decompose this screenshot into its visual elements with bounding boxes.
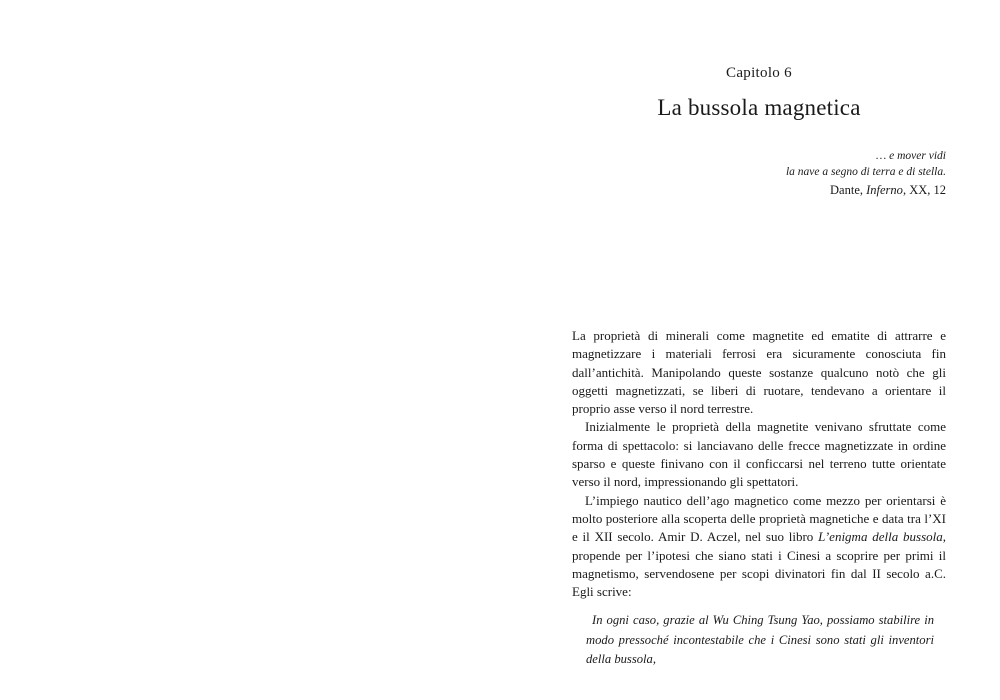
body-paragraph-2: Inizialmente le proprietà della magnetite venivano sfruttate come forma di spettacolo: si lanciavano delle frecce magnetizzate in ordine sparso e queste finivano con il conficcarsi nel terreno tutte orientate verso il nord, impressionando gli spettatori. xyxy=(572,419,946,490)
epigraph-attribution-author: Dante, xyxy=(830,183,867,197)
body-paragraph-1: La proprietà di minerali come magnetite ed ematite di attrarre e magnetizzare i materiali ferrosi era sicuramente conosciuta fin dall’antichità. Manipolando queste sostanze qualcuno notò che gli oggetti magnetizzati, se liberi di ruotare, tendevano a orientare il proprio asse verso il nord terrestre. xyxy=(572,328,946,417)
epigraph-line-2: la nave a segno di terra e di stella. xyxy=(785,165,946,178)
block-quote: In ogni caso, grazie al Wu Ching Tsung Yao, possiamo stabilire in modo pressoché incontestabile che i Cinesi sono stati gli inventori della bussola, xyxy=(586,613,934,667)
cited-book-title: L’enigma della bussola xyxy=(818,529,943,545)
right-page-text-column xyxy=(572,63,946,670)
paragraph-3-text-after: , propende per l’ipotesi che siano stati i Cinesi a scoprire per primi il magnetismo, servendosene per scopi divinatori fin dal II secolo a.C. Egli scrive: xyxy=(572,529,946,600)
body-paragraph-3 xyxy=(572,492,946,602)
epigraph-line-1: … e mover vidi xyxy=(876,150,946,162)
epigraph-attribution-work: Inferno xyxy=(866,183,903,197)
chapter-title: La bussola magnetica xyxy=(657,95,861,120)
paragraph-3-text-before: L’impiego nautico dell’ago magnetico come mezzo per orientarsi è molto posteriore alla scoperta delle proprietà magnetiche e data tra l’XI e il XII secolo. Amir D. Aczel, nel suo libro xyxy=(572,492,946,545)
epigraph-attribution-locus: , XX, 12 xyxy=(902,183,946,197)
epigraph xyxy=(572,149,946,199)
chapter-number: Capitolo 6 xyxy=(726,65,792,81)
body-text xyxy=(572,327,946,670)
epigraph-attribution xyxy=(572,182,946,199)
